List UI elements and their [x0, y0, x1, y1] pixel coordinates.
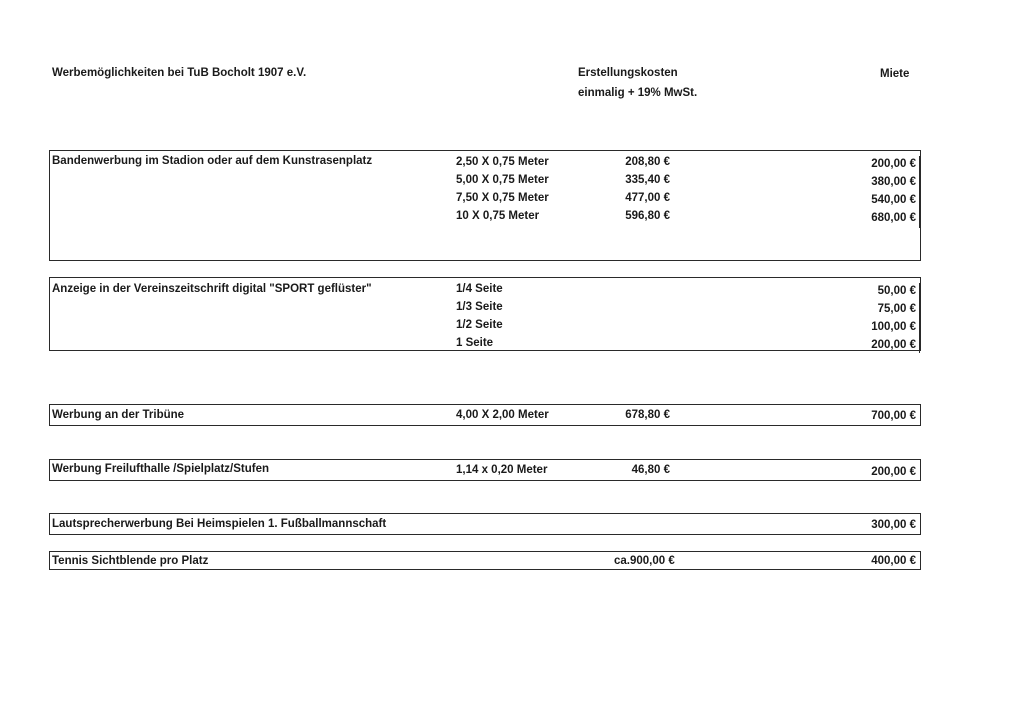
freiluft-cost: 46,80 €: [631, 464, 670, 476]
anzeige-size-4: 1 Seite: [456, 337, 494, 349]
section-tribuene-label: Werbung an der Tribüne: [52, 409, 185, 421]
banden-cost-2: 335,40 €: [625, 174, 670, 186]
banden-rent-edge: [919, 156, 920, 228]
tribuene-cost: 678,80 €: [625, 409, 670, 421]
banden-size-4: 10 X 0,75 Meter: [456, 210, 540, 222]
document-title: Werbemöglichkeiten bei TuB Bocholt 1907 e.V.: [52, 67, 307, 79]
section-tennis-label: Tennis Sichtblende pro Platz: [52, 555, 209, 567]
lautsprecher-rent: 300,00 €: [871, 519, 916, 531]
section-freiluft-label: Werbung Freilufthalle /Spielplatz/Stufen: [52, 463, 270, 475]
banden-cost-3: 477,00 €: [625, 192, 670, 204]
anzeige-size-3: 1/2 Seite: [456, 319, 503, 331]
anzeige-rent-edge: [919, 283, 920, 353]
freiluft-size: 1,14 x 0,20 Meter: [456, 464, 548, 476]
tribuene-size: 4,00 X 2,00 Meter: [456, 409, 549, 421]
section-lautsprecher-label: Lautsprecherwerbung Bei Heimspielen 1. Fußballmannschaft: [52, 518, 387, 530]
banden-cost-4: 596,80 €: [625, 210, 670, 222]
cost-column-header: Erstellungskosten: [578, 67, 678, 79]
anzeige-rent-2: 75,00 €: [877, 303, 916, 315]
freiluft-rent: 200,00 €: [871, 466, 916, 478]
tennis-cost: ca.900,00 €: [614, 555, 675, 567]
banden-cost-1: 208,80 €: [625, 156, 670, 168]
banden-size-2: 5,00 X 0,75 Meter: [456, 174, 549, 186]
banden-size-3: 7,50 X 0,75 Meter: [456, 192, 549, 204]
anzeige-size-2: 1/3 Seite: [456, 301, 503, 313]
cost-column-subheader: einmalig + 19% MwSt.: [578, 87, 698, 99]
tribuene-rent: 700,00 €: [871, 410, 916, 422]
anzeige-rent-1: 50,00 €: [877, 285, 916, 297]
section-banden-label: Bandenwerbung im Stadion oder auf dem Kunstrasenplatz: [52, 155, 373, 167]
banden-rent-2: 380,00 €: [871, 176, 916, 188]
anzeige-rent-4: 200,00 €: [871, 339, 916, 351]
rent-column-header: Miete: [880, 68, 910, 80]
banden-rent-3: 540,00 €: [871, 194, 916, 206]
tennis-rent: 400,00 €: [871, 555, 916, 567]
banden-rent-4: 680,00 €: [871, 212, 916, 224]
banden-rent-1: 200,00 €: [871, 158, 916, 170]
anzeige-size-1: 1/4 Seite: [456, 283, 503, 295]
section-anzeige-label: Anzeige in der Vereinszeitschrift digital "SPORT geflüster": [52, 283, 372, 295]
banden-size-1: 2,50 X 0,75 Meter: [456, 156, 549, 168]
anzeige-rent-3: 100,00 €: [871, 321, 916, 333]
